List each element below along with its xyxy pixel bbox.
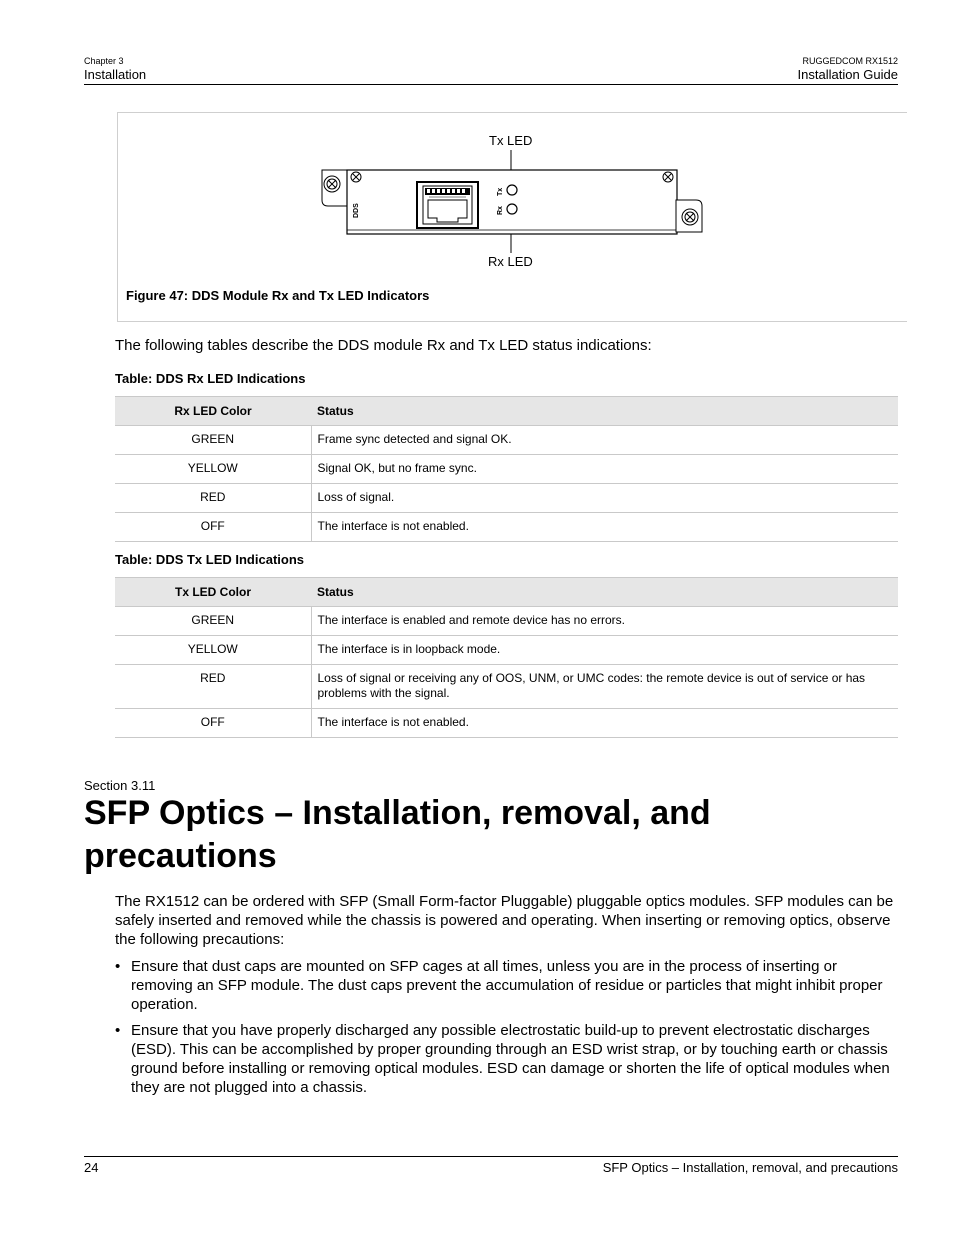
running-header-right [798, 56, 898, 83]
table-cell: Loss of signal or receiving any of OOS, UNM, or UMC codes: the remote device is out of service or has problems with the signal. [311, 665, 898, 709]
table-row [115, 607, 898, 636]
table-row [115, 709, 898, 738]
tx-table-caption: Table: DDS Tx LED Indications [115, 552, 305, 567]
screw-icon [682, 209, 698, 225]
table-cell: YELLOW [115, 455, 311, 484]
list-item-text: Ensure that dust caps are mounted on SFP cages at all times, unless you are in the process of inserting or removing an SFP module. The dust caps prevent the accumulation of residue or particles that might inhibit proper operation. [131, 958, 883, 1013]
guide-title: Installation Guide [797, 67, 898, 82]
table-row [115, 665, 898, 709]
table-row [115, 455, 898, 484]
table-cell: YELLOW [115, 636, 311, 665]
list-item [115, 957, 895, 1014]
rx-table-caption: Table: DDS Rx LED Indications [115, 371, 306, 386]
column-header: Tx LED Color [115, 578, 311, 607]
table-cell: Frame sync detected and signal OK. [311, 426, 898, 455]
running-footer-title: SFP Optics – Installation, removal, and precautions [602, 1160, 898, 1175]
precautions-list-continued [115, 1021, 895, 1097]
precautions-list [115, 957, 895, 1014]
table-cell: The interface is in loopback mode. [311, 636, 898, 665]
table-cell: Signal OK, but no frame sync. [311, 455, 898, 484]
table-row [115, 636, 898, 665]
page-number: 24 [84, 1160, 99, 1175]
chapter-title: Installation [84, 67, 147, 82]
tx-mark: Tx [497, 187, 504, 196]
column-header: Status [311, 397, 898, 426]
column-header: Rx LED Color [115, 397, 311, 426]
screw-icon [351, 172, 361, 182]
footer-rule [84, 1156, 898, 1157]
list-item-text: Ensure that you have properly discharged any possible electrostatic build-up to prevent electrostatic discharges (ESD). This can be accomplished by proper grounding through an ESD wrist strap, or by touching earth or chassis ground before installing or removing optical modules. ESD can damage or shorten the life of optical modules when they are not plugged into a chassis. [131, 1022, 890, 1096]
table-cell: Loss of signal. [311, 484, 898, 513]
rx-led-table [115, 396, 898, 542]
table-cell: GREEN [115, 607, 311, 636]
header-rule [84, 84, 898, 85]
table-cell: OFF [115, 709, 311, 738]
rx-led-icon [507, 204, 517, 214]
screw-icon [663, 172, 673, 182]
column-header: Status [311, 578, 898, 607]
table-cell: RED [115, 484, 311, 513]
intro-paragraph: The following tables describe the DDS module Rx and Tx LED status indications: [115, 337, 652, 354]
chapter-label: Chapter 3 [84, 56, 124, 66]
running-header-left [84, 56, 146, 83]
bullet-icon: • [115, 1022, 121, 1039]
rj-port-icon [417, 182, 478, 228]
tx-led-callout: Tx LED [489, 133, 533, 148]
dds-module-illustration [310, 128, 710, 278]
table-cell: RED [115, 665, 311, 709]
rx-mark: Rx [497, 206, 504, 215]
product-name: RUGGEDCOM RX1512 [802, 56, 898, 66]
screw-icon [324, 176, 340, 192]
section-number: Section 3.11 [84, 778, 156, 793]
table-cell: The interface is not enabled. [311, 709, 898, 738]
section-title: SFP Optics – Installation, removal, and precautions [84, 794, 711, 875]
tx-led-icon [507, 185, 517, 195]
table-cell: OFF [115, 513, 311, 542]
figure-caption: Figure 47: DDS Module Rx and Tx LED Indicators [126, 288, 430, 303]
table-row [115, 426, 898, 455]
rx-led-callout: Rx LED [488, 254, 533, 269]
table-cell: The interface is enabled and remote device has no errors. [311, 607, 898, 636]
tx-led-table [115, 577, 898, 738]
bullet-icon: • [115, 958, 121, 975]
table-row [115, 484, 898, 513]
table-cell: GREEN [115, 426, 311, 455]
list-item [115, 1021, 895, 1097]
dds-label: DDS [353, 203, 360, 218]
section-paragraph: The RX1512 can be ordered with SFP (Small Form-factor Pluggable) pluggable optics modules. SFP modules can be safely inserted and removed while the chassis is powered and operating. When inserting or removing optics, observe the following precautions: [115, 893, 894, 948]
table-cell: The interface is not enabled. [311, 513, 898, 542]
table-row [115, 513, 898, 542]
